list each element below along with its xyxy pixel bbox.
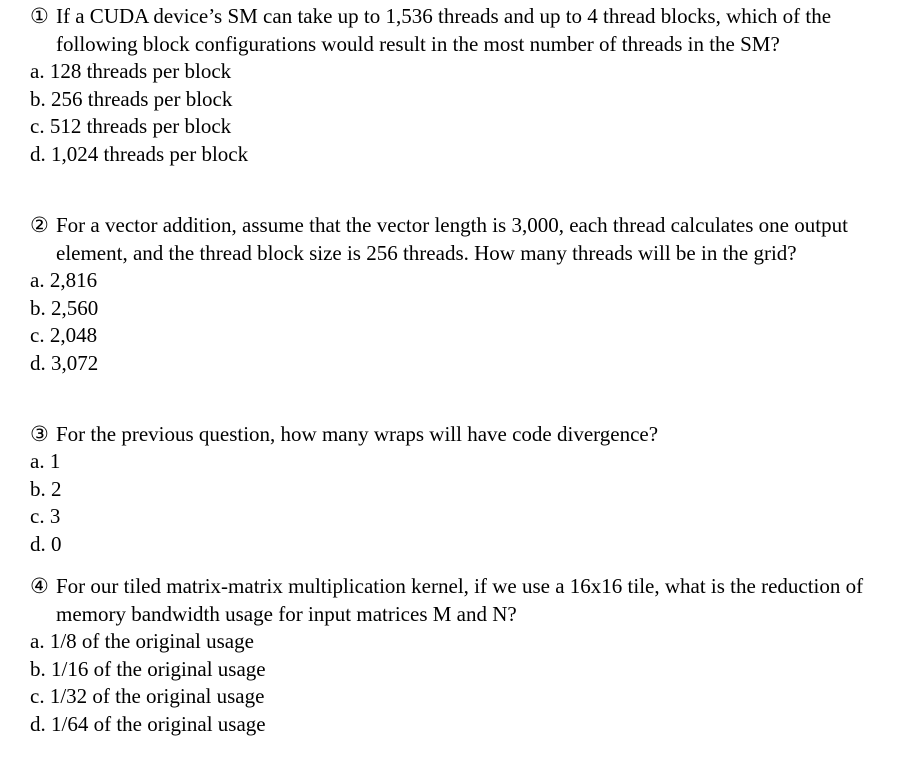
question-3-number: ③ — [30, 422, 49, 446]
question-2-options — [30, 267, 870, 377]
question-3-option-b: b. 2 — [30, 476, 62, 501]
question-2-option-b: b. 2,560 — [30, 295, 99, 320]
question-2-option-d: d. 3,072 — [30, 350, 99, 375]
question-3-stem — [30, 420, 870, 448]
question-1 — [30, 2, 870, 168]
question-3-text: For the previous question, how many wraps will have code divergence? — [56, 422, 659, 446]
question-1-stem — [30, 2, 870, 58]
question-3-option-c: c. 3 — [30, 504, 61, 528]
question-1-option-a: a. 128 threads per block — [30, 59, 232, 83]
question-1-options — [30, 58, 870, 168]
question-1-option-b: b. 256 threads per block — [30, 86, 233, 111]
question-2-option-a: a. 2,816 — [30, 268, 98, 292]
question-4-text: For our tiled matrix-matrix multiplication kernel, if we use a 16x16 tile, what is the reduction of memory bandwidth usage for input matrices M and N? — [56, 574, 864, 626]
question-1-option-d: d. 1,024 threads per block — [30, 141, 249, 166]
question-3-options — [30, 448, 870, 558]
question-1-text: If a CUDA device’s SM can take up to 1,536 threads and up to 4 thread blocks, which of the following block configurations would result in the most number of threads in the SM? — [56, 4, 832, 56]
question-4-option-c: c. 1/32 of the original usage — [30, 684, 265, 708]
question-1-number: ① — [30, 4, 49, 28]
question-2-text: For a vector addition, assume that the vector length is 3,000, each thread calculates one output element, and the thread block size is 256 threads. How many threads will be in the grid? — [56, 213, 848, 265]
question-4-options — [30, 628, 870, 738]
question-4-option-d: d. 1/64 of the original usage — [30, 711, 266, 736]
question-4-option-b: b. 1/16 of the original usage — [30, 656, 266, 681]
question-3-option-a: a. 1 — [30, 449, 61, 473]
question-3-option-d: d. 0 — [30, 531, 62, 556]
question-3 — [30, 420, 870, 558]
question-2-option-c: c. 2,048 — [30, 323, 98, 347]
question-2-number: ② — [30, 213, 49, 237]
question-2-stem — [30, 211, 870, 267]
question-4-number: ④ — [30, 574, 49, 598]
question-4-stem — [30, 572, 870, 628]
question-4 — [30, 572, 870, 738]
question-1-option-c: c. 512 threads per block — [30, 114, 232, 138]
question-4-option-a: a. 1/8 of the original usage — [30, 629, 254, 653]
question-2 — [30, 211, 870, 377]
